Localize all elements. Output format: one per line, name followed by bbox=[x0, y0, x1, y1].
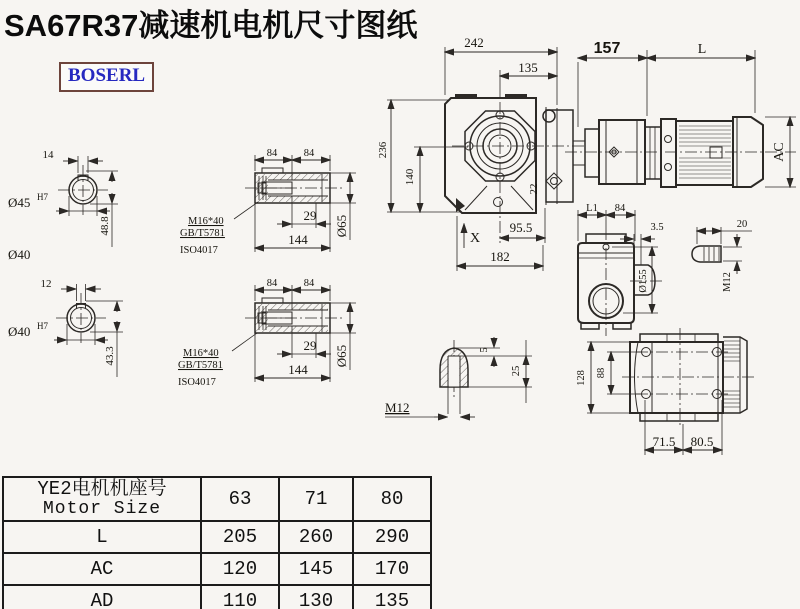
dim-key-width-a: 14 bbox=[42, 149, 54, 161]
dim-5: 5 bbox=[479, 347, 490, 353]
dim-144-top: 144 bbox=[288, 232, 308, 247]
thread-plug-detail bbox=[692, 219, 752, 292]
dim-d155: Ø155 bbox=[638, 269, 649, 293]
motor-size-table bbox=[2, 476, 432, 609]
gearbox-housing bbox=[445, 98, 536, 213]
table-header-label bbox=[3, 477, 201, 521]
callout-bolt-bot: M16*40 bbox=[183, 348, 219, 359]
dim-84-right-bot: 84 bbox=[303, 278, 315, 289]
bottom-housing bbox=[630, 342, 723, 413]
dim-84-left-bot: 84 bbox=[266, 278, 278, 289]
bottom-flange bbox=[723, 337, 747, 413]
dim-128: 128 bbox=[576, 370, 587, 386]
dim-144-bot: 144 bbox=[288, 362, 308, 377]
dim-d65-bot: Ø65 bbox=[334, 344, 349, 368]
cell-AC-80: 170 bbox=[353, 553, 431, 585]
dim-135: 135 bbox=[518, 60, 538, 75]
dim-foot-22: 22 bbox=[528, 183, 540, 195]
callout-std1-top: GB/T5781 bbox=[180, 228, 225, 239]
table-row bbox=[3, 553, 431, 585]
dim-depth-b: 43.3 bbox=[104, 346, 116, 366]
cell-AC-63: 120 bbox=[201, 553, 279, 585]
axis-mark-x: X bbox=[469, 231, 481, 246]
dim-242: 242 bbox=[464, 35, 484, 50]
dim-157: 157 bbox=[593, 40, 621, 57]
shaft-section-b bbox=[8, 278, 123, 377]
dim-bore-b: Ø40 bbox=[8, 324, 31, 339]
page-title: SA67R37减速机电机尺寸图纸 bbox=[4, 8, 418, 43]
col-63: 63 bbox=[201, 477, 279, 521]
row-label-L: L bbox=[3, 521, 201, 553]
cell-L-80: 290 bbox=[353, 521, 431, 553]
gearbox-side-view bbox=[578, 203, 664, 336]
dim-L: L bbox=[697, 42, 707, 57]
motor-flange bbox=[661, 119, 676, 187]
dim-m12-dome: M12 bbox=[385, 400, 410, 415]
dim-depth-a: 48.8 bbox=[99, 216, 111, 236]
col-80: 80 bbox=[353, 477, 431, 521]
dim-80-5: 80.5 bbox=[690, 434, 714, 449]
callout-std1-bot: GB/T5781 bbox=[178, 360, 223, 371]
row-label-AD: AD bbox=[3, 585, 201, 609]
dim-236: 236 bbox=[377, 141, 389, 159]
dim-m12-plug: M12 bbox=[722, 272, 733, 292]
cell-L-63: 205 bbox=[201, 521, 279, 553]
hollow-shaft-top-view bbox=[180, 148, 356, 256]
dim-95-5: 95.5 bbox=[509, 220, 533, 235]
cell-AC-71: 145 bbox=[279, 553, 353, 585]
dim-L1: L1 bbox=[586, 203, 598, 214]
dim-key-width-b: 12 bbox=[40, 278, 52, 290]
cell-L-71: 260 bbox=[279, 521, 353, 553]
brand-logo: BOSERL bbox=[59, 62, 154, 92]
header-cn: YE2电机机座号 bbox=[37, 478, 167, 500]
plug-body bbox=[692, 246, 721, 262]
table-row bbox=[3, 585, 431, 609]
motor-body bbox=[676, 121, 733, 185]
dim-bore-a: Ø45 bbox=[8, 195, 31, 210]
dim-88: 88 bbox=[596, 367, 607, 379]
header-en: Motor Size bbox=[42, 499, 162, 519]
cell-AD-80: 135 bbox=[353, 585, 431, 609]
label-outer-a: Ø40 bbox=[8, 247, 31, 262]
dim-25: 25 bbox=[511, 365, 522, 377]
dim-AC: AC bbox=[772, 142, 787, 162]
dim-bore-a-fit: H7 bbox=[37, 192, 48, 202]
dim-182: 182 bbox=[490, 249, 510, 264]
callout-std2-bot: ISO4017 bbox=[178, 377, 216, 388]
callout-std2-top: ISO4017 bbox=[180, 245, 218, 256]
input-cover bbox=[585, 129, 599, 177]
dim-140: 140 bbox=[404, 168, 416, 186]
gearbox-bottom-view bbox=[576, 328, 756, 455]
col-71: 71 bbox=[279, 477, 353, 521]
dim-bore-b-fit: H7 bbox=[37, 321, 48, 331]
dome-hole-detail bbox=[385, 337, 532, 417]
cell-AD-71: 130 bbox=[279, 585, 353, 609]
input-flange bbox=[546, 110, 573, 202]
dim-84-left-top: 84 bbox=[266, 148, 278, 159]
shaft-section-a bbox=[8, 149, 118, 262]
oil-plug bbox=[456, 198, 465, 212]
dim-71-5: 71.5 bbox=[652, 434, 676, 449]
dim-20: 20 bbox=[736, 219, 748, 230]
dim-29-bot: 29 bbox=[303, 338, 317, 353]
table-row bbox=[3, 521, 431, 553]
cell-AD-63: 110 bbox=[201, 585, 279, 609]
hollow-shaft-bottom-view bbox=[178, 278, 356, 388]
dim-d65-top: Ø65 bbox=[334, 214, 349, 238]
dim-84-side: 84 bbox=[614, 203, 626, 214]
dim-84-right-top: 84 bbox=[303, 148, 315, 159]
dim-3-5: 3.5 bbox=[650, 222, 664, 233]
dim-29-top: 29 bbox=[303, 208, 317, 223]
row-label-AC: AC bbox=[3, 553, 201, 585]
callout-bolt-top: M16*40 bbox=[188, 216, 224, 227]
table-header-row bbox=[3, 477, 431, 521]
